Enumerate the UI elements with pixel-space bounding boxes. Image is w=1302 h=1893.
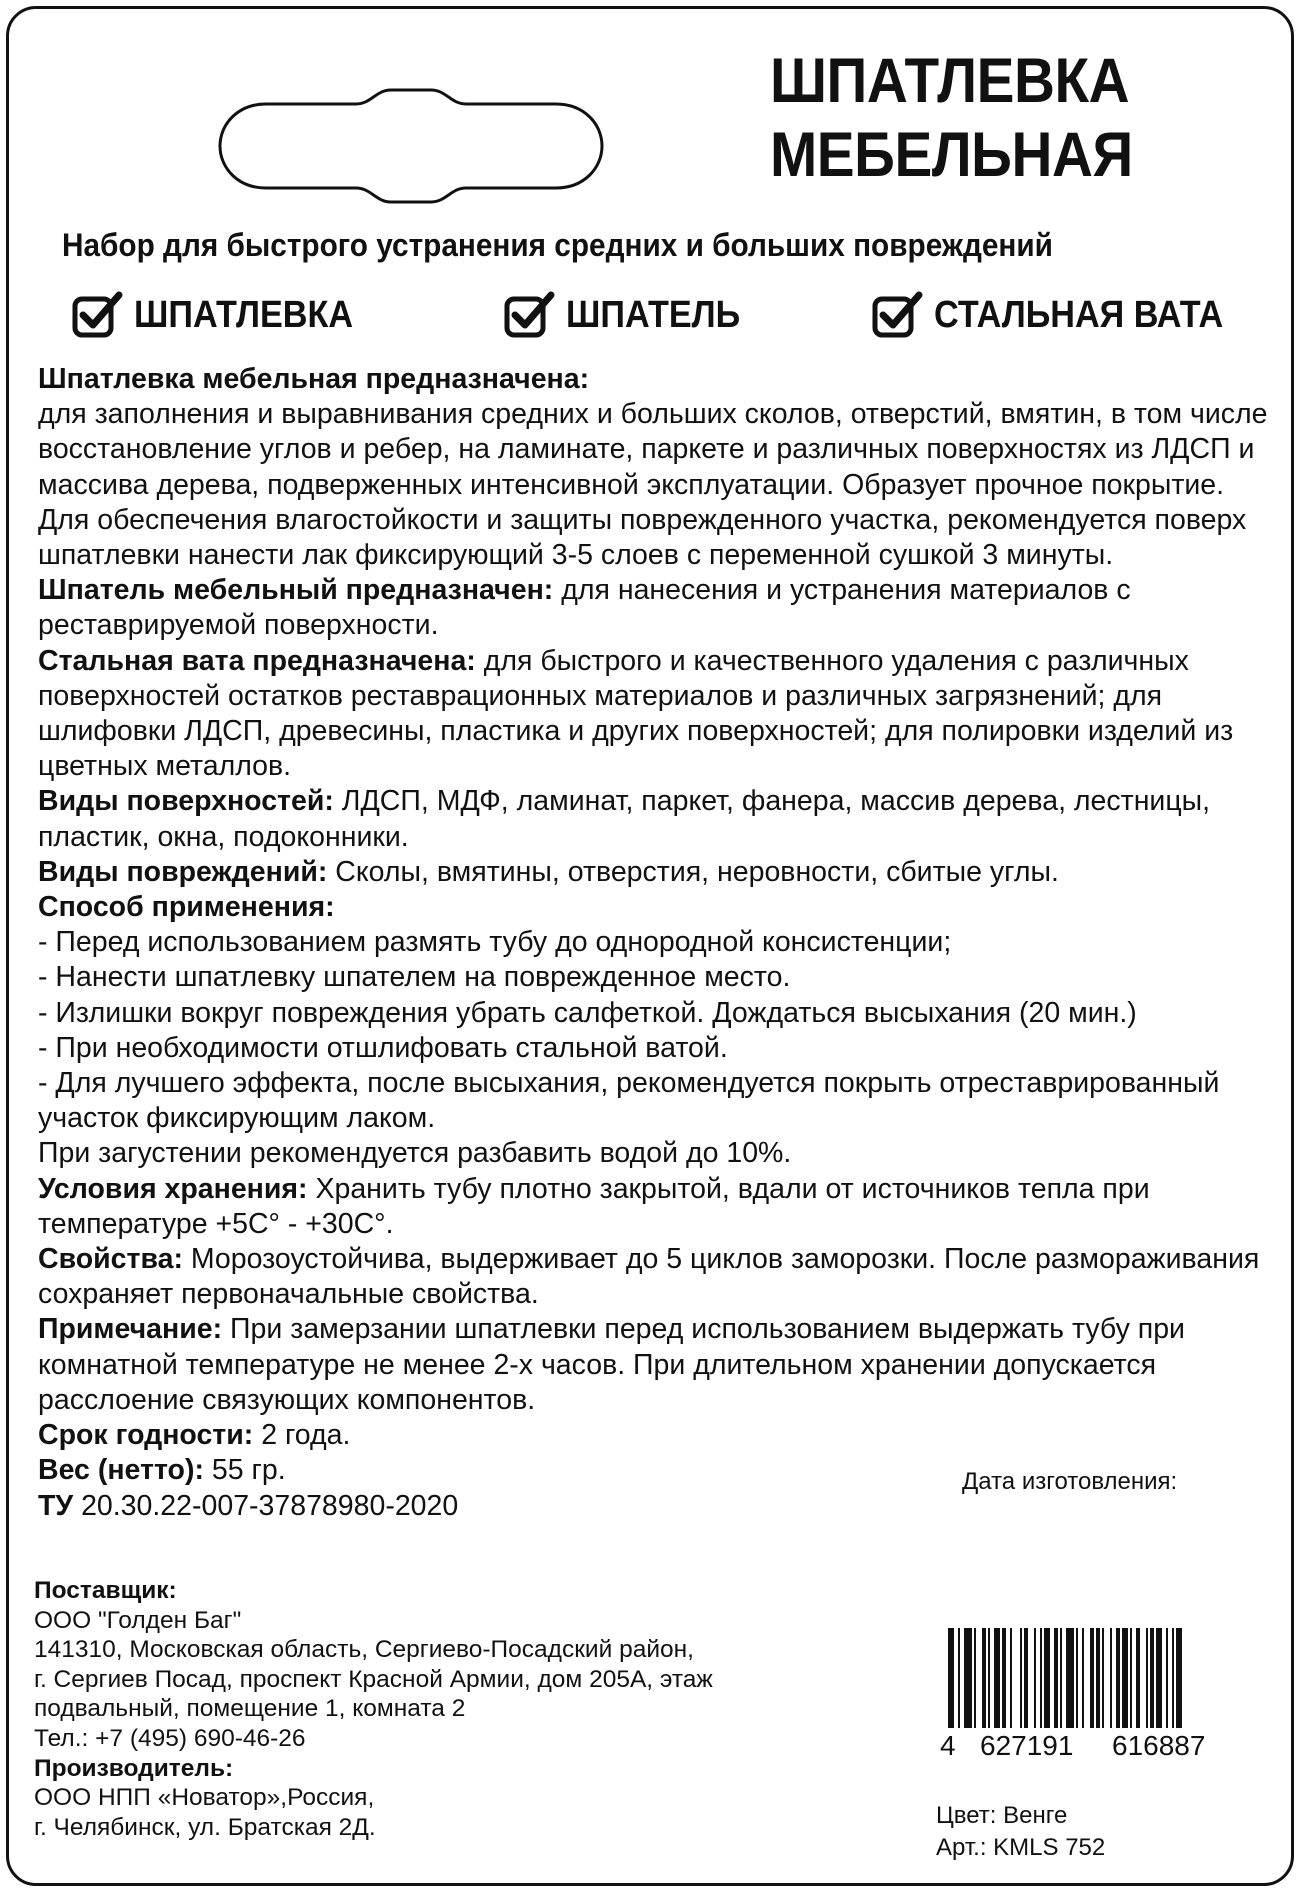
kit-item-putty bbox=[72, 290, 377, 340]
barcode-bar bbox=[1130, 1628, 1132, 1728]
supplier-label: Поставщик: bbox=[34, 1577, 177, 1604]
product-title bbox=[770, 44, 1133, 192]
product-description bbox=[38, 362, 1278, 1524]
shelf-life-label: Срок годности: bbox=[38, 1419, 254, 1452]
kit-item-label: СТАЛЬНАЯ ВАТА bbox=[934, 293, 1224, 336]
storage-conditions bbox=[38, 1172, 1278, 1242]
note-label: Примечание: bbox=[38, 1313, 223, 1346]
usage-heading: Способ применения: bbox=[38, 891, 335, 924]
barcode-digits-right: 616887 bbox=[1112, 1730, 1206, 1761]
barcode-bar bbox=[1166, 1628, 1168, 1728]
kit-item-label: ШПАТЛЕВКА bbox=[134, 293, 354, 336]
supplier-block bbox=[34, 1576, 834, 1842]
damage-types bbox=[38, 855, 1278, 890]
kit-item-steel-wool bbox=[872, 290, 1255, 340]
usage-step: - Нанести шпатлевку шпателем на поврежденное место. bbox=[38, 961, 791, 994]
manufacturer-name: ООО НПП «Новатор»,Россия, bbox=[34, 1784, 375, 1812]
kit-item-spatula bbox=[504, 290, 760, 340]
barcode-bar bbox=[1040, 1628, 1042, 1728]
article-number: Арт.: KMLS 752 bbox=[936, 1834, 1106, 1861]
manufacturer-label: Производитель: bbox=[34, 1754, 234, 1782]
barcode-bar bbox=[994, 1628, 1000, 1728]
steel-wool-purpose-label: Стальная вата предназначена: bbox=[38, 644, 476, 677]
barcode-bar bbox=[1034, 1628, 1036, 1728]
barcode-bar bbox=[988, 1628, 990, 1728]
shelf-life bbox=[38, 1418, 1278, 1453]
barcode-bar bbox=[1176, 1628, 1182, 1728]
supplier-phone: Тел.: +7 (495) 690-46-26 bbox=[34, 1724, 306, 1752]
barcode-bar bbox=[1060, 1628, 1062, 1728]
spatula-purpose-label: Шпатель мебельный предназначен: bbox=[38, 574, 554, 607]
kit-item-label: ШПАТЕЛЬ bbox=[566, 293, 741, 336]
properties bbox=[38, 1242, 1278, 1312]
properties-text: Морозоустойчива, выдерживает до 5 циклов заморозки. После размораживания сохраняет первоначальные свойства. bbox=[38, 1243, 1260, 1311]
barcode-bar bbox=[1044, 1628, 1050, 1728]
surface-types bbox=[38, 784, 1278, 854]
barcode-bar bbox=[1136, 1628, 1140, 1728]
product-meta bbox=[936, 1800, 1105, 1864]
barcode-bar bbox=[1102, 1628, 1104, 1728]
barcode-bar bbox=[1002, 1628, 1006, 1728]
surface-types-label: Виды поверхностей: bbox=[38, 785, 334, 818]
supplier-name: ООО "Голден Баг" bbox=[34, 1606, 242, 1634]
barcode-bar bbox=[1122, 1628, 1128, 1728]
barcode-bar bbox=[1066, 1628, 1074, 1728]
surface-types-text: ЛДСП, МДФ, ламинат, паркет, фанера, массив дерева, лестницы, пластик, окна, подоконники. bbox=[38, 785, 1211, 853]
usage-step: - Излишки вокруг повреждения убрать салфеткой. Дождаться высыхания (20 мин.) bbox=[38, 996, 1137, 1029]
title-line-1: ШПАТЛЕВКА bbox=[770, 46, 1130, 116]
manufacturer-address: г. Челябинск, ул. Братская 2Д. bbox=[34, 1813, 376, 1841]
note bbox=[38, 1312, 1278, 1418]
tech-spec-label: ТУ bbox=[38, 1489, 74, 1522]
supplier-address-line: 141310, Московская область, Сергиево-Посадский район, bbox=[34, 1636, 694, 1664]
putty-purpose-text: для заполнения и выравнивания средних и больших сколов, отверстий, вмятин, в том числе восстановление углов и ребер, на ламинате, паркете и различных поверхностях из ЛДСП и массива дерева, подверженных интенсивной эксплуатации. Образует прочное покрытие. Для обеспечения влагостойкости и защиты поврежденного участка, рекомендуется поверх шпатлевки нанести лак фиксирующий 3-5 слоев с переменной сушкой 3 минуты. bbox=[38, 398, 1268, 572]
barcode-bar bbox=[1156, 1628, 1162, 1728]
checkbox-checked-icon bbox=[872, 290, 924, 340]
barcode-bar bbox=[1110, 1628, 1112, 1728]
usage-step: - Перед использованием размять тубу до однородной консистенции; bbox=[38, 926, 952, 959]
spatula-purpose-text: для нанесения и устранения материалов с реставрируемой поверхности. bbox=[38, 574, 1131, 642]
usage-step: При загустении рекомендуется разбавить водой до 10%. bbox=[38, 1137, 792, 1170]
damage-types-text: Сколы, вмятины, отверстия, неровности, сбитые углы. bbox=[335, 855, 1059, 888]
barcode-bar bbox=[974, 1628, 976, 1728]
barcode-bar bbox=[1146, 1628, 1148, 1728]
supplier-address-line: подвальный, помещение 1, комната 2 bbox=[34, 1695, 466, 1723]
barcode-bar bbox=[1090, 1628, 1094, 1728]
checkbox-checked-icon bbox=[504, 290, 556, 340]
barcode-bar bbox=[1076, 1628, 1078, 1728]
barcode-digits-left: 627191 bbox=[980, 1730, 1074, 1761]
barcode-bar bbox=[982, 1628, 986, 1728]
barcode-bar bbox=[964, 1628, 972, 1728]
spatula-purpose bbox=[38, 573, 1278, 643]
barcode-bar bbox=[1010, 1628, 1012, 1728]
note-text: При замерзании шпатлевки перед использованием выдержать тубу при комнатной температуре не менее 2-х часов. При длительном хранении допускается расслоение связующих компонентов. bbox=[38, 1313, 1185, 1416]
barcode-bar bbox=[1116, 1628, 1120, 1728]
barcode-bar bbox=[1082, 1628, 1084, 1728]
net-weight-text: 55 гр. bbox=[211, 1454, 286, 1487]
hang-hole-slot bbox=[216, 86, 606, 206]
checkbox-checked-icon bbox=[72, 290, 124, 340]
barcode-bar bbox=[1096, 1628, 1100, 1728]
supplier-address-line: г. Сергиев Посад, проспект Красной Армии, дом 205А, этаж bbox=[34, 1665, 713, 1693]
shelf-life-text: 2 года. bbox=[261, 1419, 351, 1452]
kit-contents bbox=[0, 290, 1302, 340]
barcode-digits-prefix: 4 bbox=[940, 1730, 956, 1761]
barcode-bar bbox=[1150, 1628, 1154, 1728]
barcode-bar bbox=[1054, 1628, 1058, 1728]
barcode-bar bbox=[1172, 1628, 1174, 1728]
usage-step: - Для лучшего эффекта, после высыхания, рекомендуется покрыть отреставрированный участок фиксирующим лаком. bbox=[38, 1067, 1220, 1135]
barcode bbox=[948, 1628, 1238, 1728]
net-weight-label: Вес (нетто): bbox=[38, 1454, 204, 1487]
putty-purpose bbox=[38, 362, 1278, 573]
steel-wool-purpose bbox=[38, 644, 1278, 785]
title-line-2: МЕБЕЛЬНАЯ bbox=[770, 120, 1133, 190]
storage-conditions-label: Условия хранения: bbox=[38, 1172, 308, 1205]
damage-types-label: Виды повреждений: bbox=[38, 855, 328, 888]
steel-wool-purpose-text: для быстрого и качественного удаления с различных поверхностей остатков реставрационных материалов и различных загрязнений; для шлифовки ЛДСП, древесины, пластика и других поверхностей; для полировки изделий из цветных металлов. bbox=[38, 644, 1234, 783]
manufacture-date-label: Дата изготовления: bbox=[962, 1468, 1178, 1495]
barcode-bar bbox=[1024, 1628, 1028, 1728]
color-info: Цвет: Венге bbox=[936, 1802, 1068, 1829]
product-subtitle: Набор для быстрого устранения средних и больших повреждений bbox=[62, 227, 1053, 263]
barcode-bar bbox=[1020, 1628, 1022, 1728]
barcode-bar bbox=[948, 1628, 954, 1728]
putty-purpose-label: Шпатлевка мебельная предназначена: bbox=[38, 363, 590, 395]
barcode-bar bbox=[958, 1628, 960, 1728]
tech-spec-text: 20.30.22-007-37878980-2020 bbox=[81, 1489, 459, 1522]
properties-label: Свойства: bbox=[38, 1243, 183, 1276]
usage-step: - При необходимости отшлифовать стальной ватой. bbox=[38, 1031, 728, 1064]
storage-conditions-text: Хранить тубу плотно закрытой, вдали от источников тепла при температуре +5С° - +30С°. bbox=[38, 1172, 1150, 1240]
